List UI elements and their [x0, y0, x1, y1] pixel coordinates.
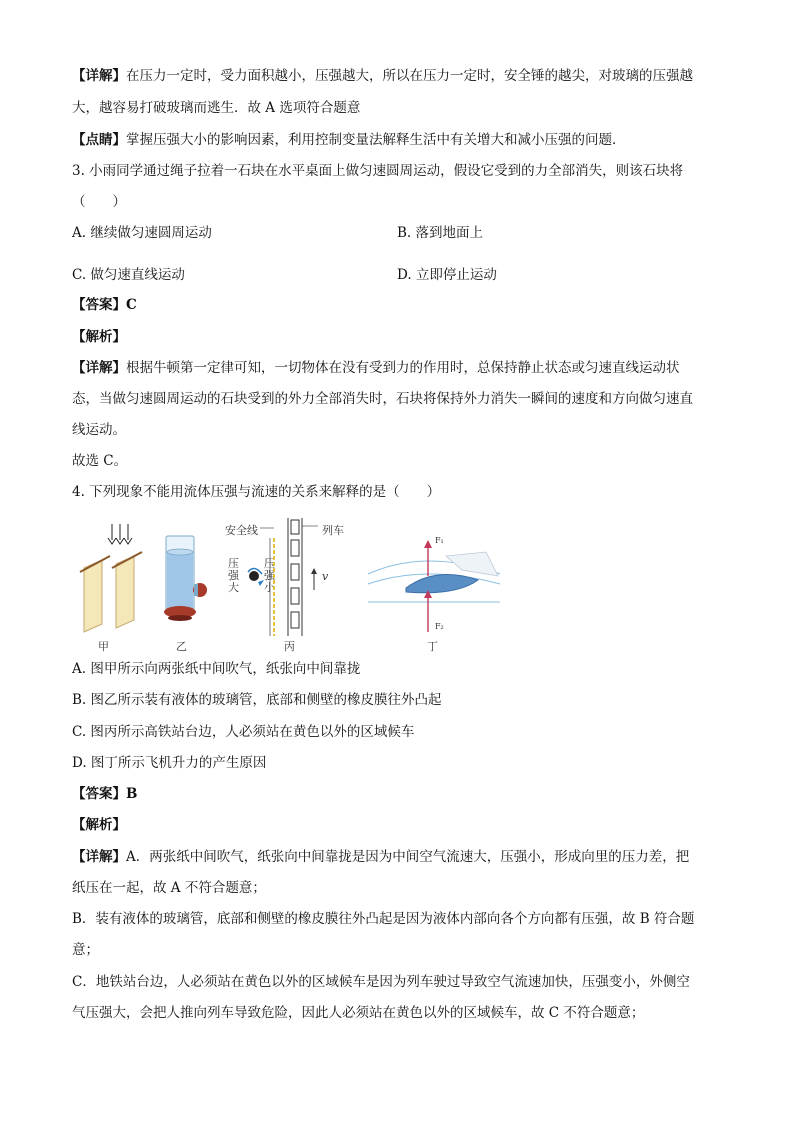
q3-option-b: B. 落到地面上 — [397, 225, 484, 241]
q4-option-c: C. 图丙所示高铁站台边，人必须站在黄色以外的区域候车 — [72, 724, 415, 740]
q3-analysis: 【解析】 — [72, 329, 126, 345]
figure-yi-tube — [156, 534, 212, 634]
q3-option-d: D. 立即停止运动 — [397, 267, 497, 283]
figure-force-top-label: F₁ — [435, 536, 444, 545]
figure-velocity-label: v — [322, 570, 329, 583]
q4-analysis: 【解析】 — [72, 817, 126, 833]
explain-label: 【详解】 — [72, 360, 126, 376]
q4-explain-a-line1 — [72, 847, 724, 867]
q3-option-c: C. 做匀速直线运动 — [72, 267, 185, 283]
q3-option-a: A. 继续做匀速圆周运动 — [72, 225, 212, 241]
q4-figure — [72, 518, 532, 654]
explain-label: 【详解】 — [72, 68, 126, 84]
q4-explain-a-line2: 纸压在一起，故 A 不符合题意； — [72, 880, 266, 896]
q4-stem: 4. 下列现象不能用流体压强与流速的关系来解释的是（ ） — [72, 484, 441, 500]
explain-text: 在压力一定时，受力面积越小，压强越大，所以在压力一定时，安全锤的越尖，对玻璃的压强越 — [126, 68, 693, 84]
figure-pressure-high-label: 压强大 — [228, 557, 239, 594]
q4-explain-c-line2: 气压强大，会把人推向列车导致危险，因此人必须站在黄色以外的区域候车，故 C 不符合题意； — [72, 1005, 645, 1021]
figure-safety-line-label: 安全线 — [225, 524, 258, 537]
explain-label: 【详解】 — [72, 849, 126, 865]
figure-jia-paper — [76, 524, 156, 636]
q2-explain-line2: 大，越容易打破玻璃而逃生．故 A 选项符合题意 — [72, 100, 361, 116]
q4-explain-c-line1: C．地铁站台边，人必须站在黄色以外的区域候车是因为列车驶过导致空气流速加快，压强变小，外侧空 — [72, 974, 690, 990]
figure-caption-jia: 甲 — [98, 640, 109, 653]
q2-explain-line1 — [72, 66, 724, 86]
q3-conclusion: 故选 C。 — [72, 453, 128, 469]
q4-explain-b-line1: B．装有液体的玻璃管，底部和侧壁的橡皮膜往外凸起是因为液体内部向各个方向都有压强，故 B 符合题 — [72, 911, 695, 927]
figure-ding-wing — [366, 538, 502, 634]
q4-explain-b-line2: 意； — [72, 942, 99, 958]
figure-force-bottom-label: F₂ — [435, 622, 444, 631]
q3-explain-line1 — [72, 358, 724, 378]
figure-train-label: 列车 — [322, 524, 344, 537]
figure-pressure-low-label: 压强小 — [264, 557, 275, 594]
point-label: 【点睛】 — [72, 132, 126, 148]
figure-caption-ding: 丁 — [427, 640, 438, 653]
q4-answer: 【答案】B — [72, 786, 138, 802]
q4-option-a: A. 图甲所示向两张纸中间吹气，纸张向中间靠拢 — [72, 661, 361, 677]
q4-option-d: D. 图丁所示飞机升力的产生原因 — [72, 755, 267, 771]
q3-stem: 3. 小雨同学通过绳子拉着一石块在水平桌面上做匀速圆周运动，假设它受到的力全部消失，则该石块将 — [72, 163, 684, 179]
point-text: 掌握压强大小的影响因素，利用控制变量法解释生活中有关增大和减小压强的问题． — [126, 132, 626, 148]
figure-caption-bing: 丙 — [284, 640, 295, 653]
figure-caption-yi: 乙 — [176, 640, 187, 653]
q3-answer: 【答案】C — [72, 297, 137, 313]
explain-text: A．两张纸中间吹气，纸张向中间靠拢是因为中间空气流速大，压强小，形成向里的压力差，把 — [126, 849, 690, 865]
q3-explain-line3: 线运动。 — [72, 422, 126, 438]
explain-text: 根据牛顿第一定律可知，一切物体在没有受到力的作用时，总保持静止状态或匀速直线运动状 — [126, 360, 680, 376]
q3-explain-line2: 态，当做匀速圆周运动的石块受到的外力全部消失时，石块将保持外力消失一瞬间的速度和方向做匀速直 — [72, 391, 693, 407]
q2-point — [72, 130, 724, 150]
figure-bing-station — [222, 518, 332, 638]
q4-option-b: B. 图乙所示装有液体的玻璃管，底部和侧壁的橡皮膜往外凸起 — [72, 692, 442, 708]
q3-paren: （ ） — [72, 194, 126, 210]
